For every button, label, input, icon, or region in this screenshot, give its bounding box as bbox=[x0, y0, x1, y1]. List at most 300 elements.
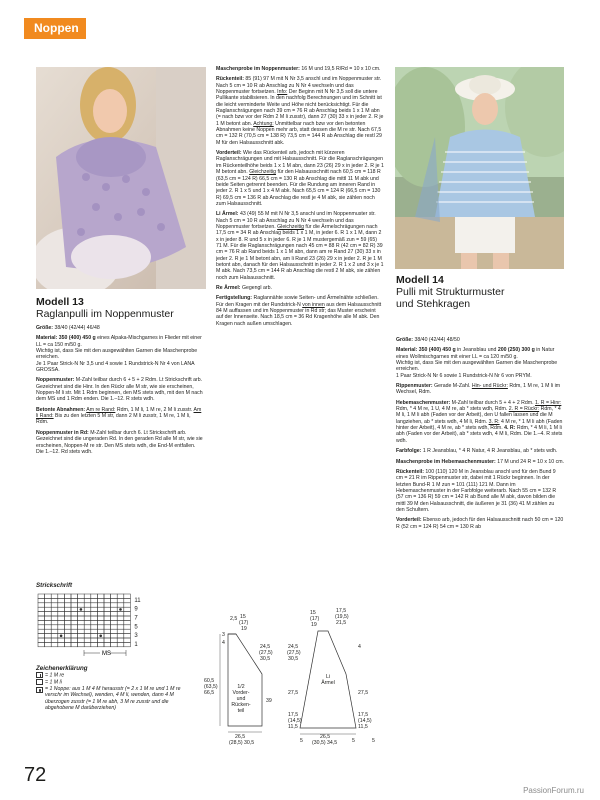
s1-left-60-5: 60,5 bbox=[204, 678, 215, 684]
wool-note: Wichtig ist, dass Sie mit den ausgewählten Garnen die Maschenprobe erreichen. bbox=[36, 348, 198, 361]
chart-cell bbox=[51, 629, 58, 633]
chart-cell bbox=[78, 638, 85, 642]
chart-cell bbox=[104, 634, 111, 638]
m14-material-b: in Natur eines Wollmischgarnes mit einer LL = ca 120 m/50 g. bbox=[396, 347, 555, 360]
chart-cell bbox=[124, 607, 131, 611]
m14-material-label: Material: 350 (400) 450 g bbox=[396, 347, 456, 354]
s1-neck-2-5: 2,5 bbox=[230, 616, 238, 622]
s2-raglan-b: (27,5) bbox=[287, 650, 301, 656]
legend-item-2 bbox=[36, 679, 196, 686]
chart-cell bbox=[58, 612, 65, 616]
chart-cell bbox=[91, 598, 98, 602]
s2-right-27-5: 27,5 bbox=[358, 690, 369, 696]
fert-text-a: Raglannähte sowie Seiten- und Ärmelnähte schließen. Für den Kragen mit der Rundstrick-N bbox=[216, 295, 379, 308]
middle-instructions bbox=[216, 66, 384, 586]
li-aermel-label: Li Ärmel: bbox=[216, 211, 239, 218]
chart-cell bbox=[84, 638, 91, 642]
m14-mp-text: 17 M und 24 R = 10 x 10 cm. bbox=[497, 458, 564, 465]
chart-row-label: 11 bbox=[134, 597, 141, 604]
m14-farb-text: 1 R Jeansblau, * 4 R Natur, 4 R Jeansblau, ab * stets wdh. bbox=[422, 448, 558, 455]
betonte-t2: Bis zu den letzten 5 M str, dann 2 M li zusstr, 1 M re, 1 M li, Rdm. bbox=[36, 413, 191, 426]
chart-cell bbox=[64, 638, 71, 642]
model14-heading: Modell 14 bbox=[396, 274, 444, 286]
re-aermel-text: Gegengl arb. bbox=[241, 285, 272, 291]
ms-label: MS bbox=[102, 651, 111, 657]
chart-cell bbox=[58, 594, 65, 598]
chart-nub bbox=[80, 608, 83, 611]
legend-text-3: = 1 Noppe: aus 1 M 4 M herausstr (= 2 x 1 M re und 1 M re verschr im Wechsel), wenden, 4 M li, wenden, dann 4 M überzogen zusstr (= 1 M re abh, 3 M re zusstr und die abgehobene M darüberziehen) bbox=[45, 685, 181, 712]
m14-ruecken-label: Rückenteil: bbox=[396, 468, 424, 475]
s1-neck-15: 15 bbox=[240, 614, 246, 620]
m14-wool-note: Wichtig ist, dass Sie mit den ausgewählten Garnen die Maschenprobe erreichen. bbox=[396, 360, 558, 373]
s2-mid-27-5: 27,5 bbox=[288, 690, 299, 696]
s2-left-c: 11,5 bbox=[288, 724, 298, 730]
chart-cell bbox=[91, 616, 98, 620]
chart-cell bbox=[124, 634, 131, 638]
chart-row-label: 3 bbox=[134, 633, 138, 640]
chart-cell bbox=[91, 629, 98, 633]
chart-cell bbox=[38, 620, 45, 624]
chart-cell bbox=[117, 642, 124, 646]
s2-raglan-c: 30,5 bbox=[288, 656, 299, 662]
m14-hebe-r2: 2. R = Rückr: bbox=[508, 406, 540, 413]
m14-hebe-d: 4 M re, * 1 M li abh (Faden hinter der Arbeit), 4 M re, ab * stets wdh, Rdm. bbox=[396, 418, 563, 432]
chart-title: Strickschrift bbox=[36, 582, 73, 589]
chart-cell bbox=[78, 625, 85, 629]
chart-cell bbox=[45, 607, 52, 611]
nub-stitch-icon bbox=[36, 687, 43, 693]
legend-item-3 bbox=[36, 686, 196, 712]
garment-schematic bbox=[200, 606, 400, 746]
s2-right-5: 5 bbox=[372, 738, 375, 744]
noppenmuster-label: Noppenmuster: bbox=[36, 377, 75, 384]
re-aermel-label: Re Ärmel: bbox=[216, 285, 241, 291]
chart-cell bbox=[111, 642, 118, 646]
m14-needles: 1 Paar Strick-N Nr 6 sowie 1 Rundstrick-N Nr 6 von PRYM. bbox=[396, 372, 532, 379]
chart-row-label: 9 bbox=[134, 606, 138, 613]
chart-cell bbox=[91, 638, 98, 642]
chart-cell bbox=[117, 629, 124, 633]
s1-raglan-b: (27,5) bbox=[259, 650, 273, 656]
chart-cell bbox=[64, 634, 71, 638]
chart-cell bbox=[71, 625, 78, 629]
chart-cell bbox=[84, 642, 91, 646]
li-aermel-text-a: 43 (49) 55 M mit N Nr 3,5 anschl und im Noppenmuster str. Nach 5 cm = 10 R ab Anschlag zu N Nr 4 wechseln und das Noppenmuster fortsetzen. bbox=[216, 211, 376, 230]
chart-cell bbox=[71, 629, 78, 633]
chart-cell bbox=[124, 616, 131, 620]
chart-cell bbox=[38, 612, 45, 616]
s2-top-15: 15 bbox=[310, 610, 316, 616]
m14-hebe-r1: 1. R = Hinr: bbox=[535, 399, 562, 406]
s2-bottom-5a: 5 bbox=[300, 738, 303, 744]
m14-hebe-c: Rdm, * 4 M li, 1 M li abh (Faden vor der Arbeit), den U fallen lassen und die M langziehen, ab * stets wdh, 4 M li, Rdm. bbox=[396, 406, 561, 425]
vorder-text-b: für den Halsausschnitt nach 60,5 cm = 118 R (63,5 cm = 124 R) 66,5 cm = 130 R ab Anschlag die mittl 11 M abk und beide Seiten getrennt beenden. Für die Rundung am inneren Rand in jeder 2. R 1 x 5 und 1 x 4 M abk. Nach 65,5 cm = 124 R (66,5 cm = 130 R) 69,5 cm = 136 R ab Anschlag die restl je 4 M abk, sie zählen noch zum Halsausschnitt. bbox=[216, 169, 381, 207]
legend bbox=[36, 666, 196, 712]
needles-text: Je 1 Paar Strick-N Nr 3,5 und 4 sowie 1 Rundstrick-N Nr 4 von LANA GROSSA. bbox=[36, 360, 195, 374]
chart-cell bbox=[117, 594, 124, 598]
chart-cell bbox=[58, 629, 65, 633]
m14-vorder-label: Vorderteil: bbox=[396, 517, 422, 524]
ruecken-label: Rückenteil: bbox=[216, 76, 244, 83]
m14-vorder-text: Ebenso arb, jedoch für den Halsausschnitt nach 50 cm = 120 R (52 cm = 124 R) 54 cm = 130 R ab bbox=[396, 517, 564, 530]
chart-cell bbox=[97, 629, 104, 633]
maschenprobe-text: 16 M und 19,5 R/Rd = 10 x 10 cm. bbox=[301, 66, 381, 72]
chart-cell bbox=[51, 607, 58, 611]
m14-size-label: Größe: bbox=[396, 337, 414, 343]
maschenprobe-label: Maschenprobe im Noppenmuster: bbox=[216, 66, 300, 72]
chart-cell bbox=[111, 620, 118, 624]
chart-cell bbox=[97, 625, 104, 629]
chart-cell bbox=[71, 594, 78, 598]
s2-bottom-5b: 5 bbox=[352, 738, 355, 744]
rd-label: Noppenmuster in Rd: bbox=[36, 429, 89, 436]
chart-cell bbox=[64, 603, 71, 607]
s1-left-66-5: 66,5 bbox=[204, 690, 215, 696]
s1-left-3: 3 bbox=[222, 632, 225, 638]
chart-cell bbox=[64, 607, 71, 611]
chart-cell bbox=[117, 634, 124, 638]
chart-cell bbox=[78, 612, 85, 616]
chart-cell bbox=[104, 598, 111, 602]
legend-item-1 bbox=[36, 672, 196, 679]
chart-cell bbox=[104, 629, 111, 633]
chart-cell bbox=[45, 629, 52, 633]
chart-cell bbox=[64, 612, 71, 616]
chart-cell bbox=[45, 638, 52, 642]
chart-cell bbox=[124, 620, 131, 624]
betonte-t1: Rdm, 1 M li, 1 M re, 2 M li zusstr. bbox=[116, 406, 193, 413]
chart-cell bbox=[58, 625, 65, 629]
chart-row-label: 1 bbox=[134, 641, 138, 648]
li-aermel-gleich: Gleichzeitig bbox=[277, 223, 304, 230]
chart-cell bbox=[91, 607, 98, 611]
chart-cell bbox=[78, 603, 85, 607]
chart-cell bbox=[71, 642, 78, 646]
chart-cell bbox=[104, 642, 111, 646]
model14-subtitle-1: Pulli mit Strukturmuster bbox=[396, 286, 505, 298]
chart-cell bbox=[84, 620, 91, 624]
s2-cap-a: 17,5 bbox=[336, 608, 347, 614]
s2-right-b: (14,5) bbox=[358, 718, 372, 724]
woman-lilac-sweater-image bbox=[36, 67, 206, 289]
rd-text: M-Zahl teilbar durch 6. Lt Strickschrift arb. Gezeichnet sind die ungeraden Rd. In den geraden Rd alle M str, wie sie erscheinen, Noppen-M re str. Den MS stets wdh, die End-M entfallen. Die 1.–12. Rd stets wdh. bbox=[36, 429, 203, 455]
chart-cell bbox=[104, 620, 111, 624]
betonte-u2: Am li Rand: bbox=[36, 406, 202, 420]
m14-material-bold2: 200 (250) 300 g bbox=[497, 347, 535, 354]
chart-cell bbox=[124, 594, 131, 598]
chart-cell bbox=[45, 603, 52, 607]
chart-cell bbox=[45, 634, 52, 638]
chart-cell bbox=[111, 616, 118, 620]
chart-cell bbox=[104, 607, 111, 611]
chart-cell bbox=[58, 638, 65, 642]
chart-cell bbox=[51, 642, 58, 646]
s1-neck-19: 19 bbox=[241, 626, 247, 632]
chart-cell bbox=[111, 594, 118, 598]
legend-title: Zeichenerklärung bbox=[36, 665, 88, 672]
chart-cell bbox=[64, 629, 71, 633]
s2-label-aermel: Ärmel bbox=[321, 680, 335, 686]
chart-cell bbox=[97, 642, 104, 646]
s2-top-19: 19 bbox=[311, 622, 317, 628]
chart-cell bbox=[78, 620, 85, 624]
chart-cell bbox=[51, 603, 58, 607]
legend-text-1: = 1 M re bbox=[45, 672, 65, 679]
chart-cell bbox=[97, 616, 104, 620]
chart-row-labels bbox=[134, 598, 141, 648]
chart-cell bbox=[51, 620, 58, 624]
chart-cell bbox=[124, 612, 131, 616]
chart-cell bbox=[104, 594, 111, 598]
material-label: Material: 350 (400) 450 g bbox=[36, 335, 96, 342]
chart-cell bbox=[117, 598, 124, 602]
s2-label-li: Li bbox=[325, 674, 331, 680]
ruecken-text-a: 85 (91) 97 M mit N Nr 3,5 anschl und im Noppenmuster str. Nach 5 cm = 10 R ab Anschlag zu N Nr 4 wechseln und das Noppenmuster fortsetzen. bbox=[216, 76, 382, 96]
m14-hebe-a: M-Zahl teilbar durch 5 + 4 + 2 Rdm. bbox=[451, 399, 534, 406]
chart-cell bbox=[71, 607, 78, 611]
chart-cell bbox=[111, 603, 118, 607]
s2-cap-b: (19,5) bbox=[335, 614, 349, 620]
chart-cell bbox=[97, 612, 104, 616]
model13-photo bbox=[36, 67, 206, 289]
s1-side-39: 39 bbox=[266, 698, 272, 704]
chart-cell bbox=[124, 629, 131, 633]
model13-subtitle: Raglanpulli im Noppenmuster bbox=[36, 308, 174, 320]
s1-piece-label-5: teil bbox=[237, 708, 245, 714]
chart-cell bbox=[38, 625, 45, 629]
chart-cell bbox=[51, 634, 58, 638]
chart-cell bbox=[111, 625, 118, 629]
fert-text-b: aus dem Halsausschnitt 84 M auffassen und im Noppenmuster in Rd str; das Muster erscheint auf der Innenseite. Nach 18,5 cm = 36 Rd Kragenhöhe alle M abk. Den Kragen nach außen umschlagen. bbox=[216, 301, 382, 327]
chart-cell bbox=[38, 634, 45, 638]
m14-mp-label: Maschenprobe im Hebemaschenmuster: bbox=[396, 458, 496, 465]
chart-cell bbox=[51, 638, 58, 642]
chart-cell bbox=[71, 620, 78, 624]
chart-cell bbox=[58, 607, 65, 611]
size-value: 38/40 (42/44) 46/48 bbox=[54, 325, 100, 331]
chart-cell bbox=[51, 625, 58, 629]
chart-cell bbox=[104, 638, 111, 642]
chart-cell bbox=[78, 629, 85, 633]
chart-cell bbox=[38, 629, 45, 633]
chart-grid bbox=[38, 594, 130, 647]
chart-cell bbox=[64, 594, 71, 598]
category-tab: Noppen bbox=[24, 18, 86, 39]
chart-cell bbox=[124, 603, 131, 607]
chart-cell bbox=[91, 603, 98, 607]
chart-cell bbox=[71, 612, 78, 616]
vorder-label: Vorderteil: bbox=[216, 150, 242, 157]
chart-cell bbox=[91, 625, 98, 629]
chart-cell bbox=[38, 642, 45, 646]
chart-cell bbox=[84, 612, 91, 616]
m14-rippen-label: Rippenmuster: bbox=[396, 383, 433, 390]
s2-top-17: (17) bbox=[310, 616, 320, 622]
s2-cap-c: 21,5 bbox=[336, 620, 347, 626]
chart-cell bbox=[71, 634, 78, 638]
chart-cell bbox=[117, 603, 124, 607]
s1-bottom-a: 26,5 bbox=[235, 734, 246, 740]
chart-cell bbox=[64, 620, 71, 624]
vorder-gleich: Gleichzeitig bbox=[249, 169, 277, 176]
chart-cell bbox=[38, 594, 45, 598]
chart-cell bbox=[45, 616, 52, 620]
s1-raglan-c: 30,5 bbox=[260, 656, 271, 662]
chart-cell bbox=[51, 594, 58, 598]
material-text: eines Alpaka-Mischgarnes in Flieder mit einer LL = ca 150 m/50 g. bbox=[36, 335, 202, 348]
chart-cell bbox=[124, 638, 131, 642]
chart-cell bbox=[45, 598, 52, 602]
chart-cell bbox=[97, 620, 104, 624]
chart-cell bbox=[64, 598, 71, 602]
size-label: Größe: bbox=[36, 325, 54, 331]
s1-bottom-b: (28,5) 30,5 bbox=[229, 740, 255, 746]
fertigstellung-label: Fertigstellung: bbox=[216, 295, 253, 302]
chart-cell bbox=[97, 598, 104, 602]
chart-cell bbox=[78, 642, 85, 646]
chart-cell bbox=[71, 638, 78, 642]
s2-right-a: 17,5 bbox=[358, 712, 369, 718]
chart-cell bbox=[84, 594, 91, 598]
page-number: 72 bbox=[24, 764, 47, 786]
m14-hebe-label: Hebemaschenmuster: bbox=[396, 399, 451, 406]
s1-left-4: 4 bbox=[222, 640, 225, 646]
chart-cell bbox=[91, 594, 98, 598]
watermark: PassionForum.ru bbox=[523, 786, 584, 795]
chart-nub bbox=[60, 635, 63, 638]
s2-bottom-30-5: (30,5) 34,5 bbox=[312, 740, 338, 746]
chart-cell bbox=[71, 598, 78, 602]
chart-cell bbox=[84, 625, 91, 629]
s1-piece-label-4: Rücken- bbox=[231, 702, 251, 708]
vorder-text-a: Wie das Rückenteil arb, jedoch mit kürzeren Raglanschrägungen und mit Halsausschnitt. Für die Raglanschrägungen im Rückenteilhöhe beids 1 x 1 M abn, dann 23 (26) 29 x in jeder 2. R je 1 M betont abn. bbox=[216, 150, 384, 176]
chart-cell bbox=[111, 607, 118, 611]
m14-hebe-e: Rdm, * 4 M li, 1 M li abh (Faden vor der Arbeit), ab * stets wdh, 4 M li, Rdm. Die 1.–4. R stets wdh. bbox=[396, 425, 563, 444]
model14-instructions bbox=[396, 337, 564, 749]
chart-cell bbox=[78, 594, 85, 598]
chart-cell bbox=[91, 634, 98, 638]
chart-cell bbox=[117, 620, 124, 624]
m14-rippen-a: Gerade M-Zahl. bbox=[434, 383, 471, 390]
chart-cell bbox=[38, 607, 45, 611]
s2-right-4: 4 bbox=[358, 644, 361, 650]
model14-subtitle-2: und Stehkragen bbox=[396, 298, 471, 310]
m14-material-a: in Jeansblau und bbox=[457, 347, 497, 354]
s1-neck-17: (17) bbox=[239, 620, 249, 626]
chart-cell bbox=[78, 616, 85, 620]
ruecken-achtung: Achtung: bbox=[253, 120, 274, 127]
chart-cell bbox=[84, 634, 91, 638]
s2-left-b: (14,5) bbox=[288, 718, 302, 724]
chart-cell bbox=[45, 620, 52, 624]
chart-cell bbox=[64, 625, 71, 629]
purl-stitch-icon bbox=[36, 679, 43, 685]
chart-cell bbox=[45, 625, 52, 629]
s1-left-63-5: (63,5) bbox=[204, 684, 218, 690]
chart-cell bbox=[117, 625, 124, 629]
ruecken-text-c: Unmittelbar nach bzw vor den betonten Abnahmen keine Noppen mehr arb, statt dessen die M re str. Nach 67,5 cm = 132 R (70,5 cm = 138 R) 73,5 cm = 144 R ab Anschlag die restl 29 M für den Halsausschnitt abk. bbox=[216, 120, 382, 146]
chart-cell bbox=[84, 598, 91, 602]
chart-cell bbox=[58, 598, 65, 602]
chart-cell bbox=[51, 616, 58, 620]
chart-cell bbox=[58, 620, 65, 624]
chart-cell bbox=[58, 616, 65, 620]
chart-cell bbox=[111, 629, 118, 633]
chart-cell bbox=[84, 607, 91, 611]
betonte-label: Betonte Abnahmen: bbox=[36, 406, 86, 413]
chart-cell bbox=[38, 638, 45, 642]
s1-piece-label-1: 1/2 bbox=[237, 684, 245, 690]
chart-cell bbox=[97, 594, 104, 598]
chart-cell bbox=[111, 612, 118, 616]
noppenmuster-text: M-Zahl teilbar durch 6 + 5 + 2 Rdm. Lt Strickschrift arb. Gezeichnet sind die Hinr. In den Rückr alle M str, wie sie erscheinen, Noppen-M li str. Mit 1 Rdm beginnen, den MS stets wdh, mit den M nach dem MS und 1 Rdm enden. Die 1.–12. R stets wdh. bbox=[36, 377, 203, 403]
chart-cell bbox=[38, 616, 45, 620]
model14-photo bbox=[395, 67, 564, 269]
knitting-chart bbox=[36, 592, 156, 662]
fert-von-innen: von innen bbox=[302, 301, 325, 308]
chart-cell bbox=[111, 638, 118, 642]
chart-cell bbox=[104, 625, 111, 629]
chart-nub bbox=[99, 635, 102, 638]
chart-cell bbox=[84, 616, 91, 620]
chart-nub bbox=[119, 608, 122, 611]
m14-ruecken-text: 100 (110) 120 M in Jeansblau anschl und für den Bund 9 cm = 21 R im Rippenmuster str, dabei mit 1 Rückr beginnen. In der letzten Bund-R 1 M zun = 101 (111) 121 M. Dann im Hebemaschenmuster in der Farbfolge weiterarb. Nach 55 cm = 132 R (57 cm = 136 R) 59 cm = 142 R ab Bund alle M abk, davon bilden die mittl 39 M den Halsausschnitt, die äußeren je 31 (36) 41 M zählen zu den Schultern. bbox=[396, 468, 557, 513]
s1-raglan-a: 24,5 bbox=[260, 644, 271, 650]
chart-cell bbox=[104, 616, 111, 620]
m14-farb-label: Farbfolge: bbox=[396, 448, 422, 455]
chart-cell bbox=[124, 625, 131, 629]
m14-hebe-r3: 3. R: bbox=[488, 418, 500, 425]
model14-title bbox=[396, 274, 566, 310]
s1-piece-label-3: und bbox=[236, 696, 246, 702]
chart-cell bbox=[111, 634, 118, 638]
chart-cell bbox=[71, 603, 78, 607]
chart-cell bbox=[58, 603, 65, 607]
chart-cell bbox=[38, 603, 45, 607]
knit-stitch-icon bbox=[36, 672, 43, 678]
chart-cell bbox=[38, 598, 45, 602]
model13-title bbox=[36, 296, 206, 320]
chart-cell bbox=[45, 642, 52, 646]
s2-bottom-26-5: 26,5 bbox=[320, 734, 331, 740]
chart-row-label: 7 bbox=[134, 615, 138, 622]
chart-cell bbox=[97, 607, 104, 611]
chart-cell bbox=[104, 612, 111, 616]
chart-cell bbox=[84, 629, 91, 633]
chart-cell bbox=[117, 612, 124, 616]
chart-cell bbox=[45, 594, 52, 598]
chart-cell bbox=[91, 612, 98, 616]
chart-cell bbox=[104, 603, 111, 607]
chart-cell bbox=[111, 598, 118, 602]
chart-cell bbox=[45, 612, 52, 616]
legend-text-2: = 1 M li bbox=[45, 679, 62, 686]
chart-cell bbox=[124, 598, 131, 602]
m14-hebe-b: Rdm, * 4 M re, 1 U, 4 M re, ab * stets wdh, Rdm. bbox=[396, 406, 508, 413]
chart-cell bbox=[84, 603, 91, 607]
betonte-u1: Am re Rand: bbox=[86, 406, 116, 413]
chart-cell bbox=[124, 642, 131, 646]
chart-cell bbox=[64, 642, 71, 646]
li-aermel-text-b: für die Ärmelschrägungen nach 17,5 cm = 34 R ab Anschlag beids 1 x 1 M, in jeder 6. R 1 x 1 M, dann 2 x in jeder 8. R und 5 x in jeder 6. R je 1 M mustergemäß zun = 59 (65) 71 M. Für die Raglanschrägungen nach 45 cm = 88 R (42 cm = 82 R) 39 cm = 76 R ab Rand beids 1 x 1 M abn, dann am re Rand 27 (30) 33 x in jeder 2. R je 1 M betont abn, am li Rand 23 (26) 29 x in jeder 2. R je 1 M betont abn, danach für den Halsausschnitt in jeder 2. R 1 x 2 und 3 x je 1 M abk. Nach 73,5 cm = 144 R ab Anschlag die restl 2 M abk, sie zählen noch zum Halsausschnitt. bbox=[216, 223, 384, 281]
model13-instructions bbox=[36, 325, 204, 585]
chart-cell bbox=[91, 620, 98, 624]
chart-cell bbox=[117, 616, 124, 620]
body-piece-outline bbox=[228, 634, 262, 726]
s2-left-a: 17,5 bbox=[288, 712, 299, 718]
chart-cell bbox=[97, 603, 104, 607]
chart-cell bbox=[78, 634, 85, 638]
